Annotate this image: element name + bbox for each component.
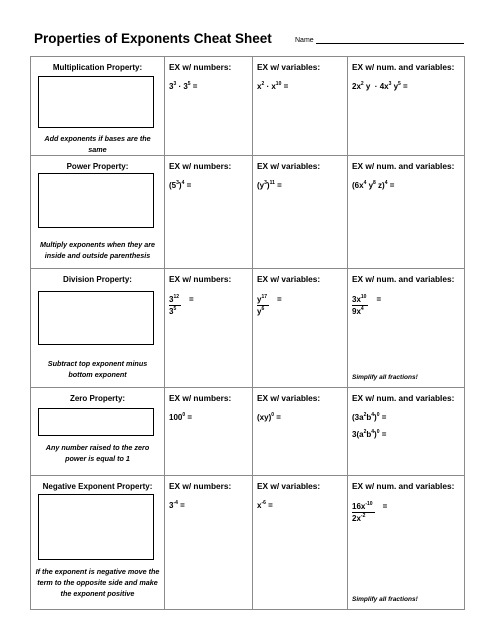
example-variables: $x^{-6}$ = bbox=[257, 500, 273, 510]
both-cell bbox=[348, 476, 465, 610]
notes-box[interactable] bbox=[38, 408, 154, 436]
both-cell bbox=[348, 269, 465, 388]
table-row bbox=[31, 269, 465, 388]
property-cell bbox=[31, 388, 165, 476]
simplify-note: Simplify all fractions! bbox=[352, 596, 418, 603]
variables-header: EX w/ variables: bbox=[257, 274, 321, 284]
numbers-header: EX w/ numbers: bbox=[169, 393, 232, 403]
both-header: EX w/ num. and variables: bbox=[352, 161, 455, 171]
variables-cell bbox=[253, 388, 348, 476]
both-header: EX w/ num. and variables: bbox=[352, 274, 455, 284]
table-row bbox=[31, 388, 465, 476]
variables-cell bbox=[253, 57, 348, 156]
property-cell bbox=[31, 269, 165, 388]
both-header: EX w/ num. and variables: bbox=[352, 481, 455, 491]
property-cell bbox=[31, 57, 165, 156]
example-variables: $\frac{y^{17}}{y^6}$ = bbox=[257, 294, 282, 316]
name-label: Name bbox=[295, 37, 314, 44]
example-both: $\frac{3x^{10}}{9x^4}$ = bbox=[352, 294, 382, 316]
numbers-header: EX w/ numbers: bbox=[169, 481, 232, 491]
property-title: Negative Exponent Property: bbox=[42, 482, 153, 491]
variables-header: EX w/ variables: bbox=[257, 161, 321, 171]
numbers-cell bbox=[165, 57, 253, 156]
page-title: Properties of Exponents Cheat Sheet bbox=[34, 31, 272, 46]
variables-cell bbox=[253, 269, 348, 388]
cheat-sheet-table bbox=[30, 56, 465, 610]
example-numbers: $(5^3)^4$ = bbox=[169, 180, 192, 190]
property-description: If the exponent is negative move the term to the opposite side and make the exponent positive bbox=[35, 567, 160, 598]
example-both-2: $3(a^2b^4)^0$ = bbox=[352, 429, 387, 439]
both-header: EX w/ num. and variables: bbox=[352, 62, 455, 72]
notes-box[interactable] bbox=[38, 494, 154, 560]
property-description: Subtract top exponent minus bottom exponent bbox=[47, 359, 148, 379]
example-variables: $(y^3)^{11}$ = bbox=[257, 180, 282, 190]
table-row bbox=[31, 156, 465, 269]
example-numbers: $3^3 \cdot 3^5$ = bbox=[169, 81, 198, 91]
variables-header: EX w/ variables: bbox=[257, 62, 321, 72]
table-row bbox=[31, 476, 465, 610]
both-cell bbox=[348, 57, 465, 156]
property-description: Multiply exponents when they are inside and outside parenthesis bbox=[39, 240, 156, 260]
property-description: Add exponents if bases are the same bbox=[44, 134, 151, 154]
example-variables: $x^2 \cdot x^{10}$ = bbox=[257, 81, 289, 91]
both-cell bbox=[348, 388, 465, 476]
example-both: $\frac{16x^{-10}}{2x^{-2}}$ = bbox=[352, 501, 388, 523]
both-cell bbox=[348, 156, 465, 269]
property-title: Power Property: bbox=[66, 162, 129, 171]
notes-box[interactable] bbox=[38, 76, 154, 128]
notes-box[interactable] bbox=[38, 291, 154, 345]
property-cell bbox=[31, 476, 165, 610]
both-header: EX w/ num. and variables: bbox=[352, 393, 455, 403]
name-line[interactable] bbox=[316, 35, 464, 44]
numbers-cell bbox=[165, 269, 253, 388]
table-row bbox=[31, 57, 465, 156]
numbers-cell bbox=[165, 476, 253, 610]
numbers-header: EX w/ numbers: bbox=[169, 62, 232, 72]
variables-cell bbox=[253, 476, 348, 610]
example-both: $2x^2$ $y \cdot 4x^3$ $y^5$ = bbox=[352, 81, 408, 91]
numbers-cell bbox=[165, 156, 253, 269]
property-description: Any number raised to the zero power is equal to 1 bbox=[45, 443, 150, 463]
property-title: Zero Property: bbox=[69, 394, 126, 403]
notes-box[interactable] bbox=[38, 173, 154, 228]
example-numbers: $\frac{3^{12}}{3^5}$ = bbox=[169, 294, 194, 316]
numbers-header: EX w/ numbers: bbox=[169, 274, 232, 284]
numbers-cell bbox=[165, 388, 253, 476]
example-variables: (xy)$^0$ = bbox=[257, 412, 281, 422]
simplify-note: Simplify all fractions! bbox=[352, 374, 418, 381]
numbers-header: EX w/ numbers: bbox=[169, 161, 232, 171]
name-field[interactable] bbox=[295, 35, 464, 44]
variables-cell bbox=[253, 156, 348, 269]
variables-header: EX w/ variables: bbox=[257, 481, 321, 491]
example-both: ($6x^4$ $y^8$ z)$^4$ = bbox=[352, 180, 395, 190]
example-numbers: $100^0$ = bbox=[169, 412, 193, 422]
variables-header: EX w/ variables: bbox=[257, 393, 321, 403]
property-title: Division Property: bbox=[63, 275, 132, 284]
property-title: Multiplication Property: bbox=[52, 63, 143, 72]
property-cell bbox=[31, 156, 165, 269]
example-both: $(3a^2b^4)^0$ = bbox=[352, 412, 387, 422]
example-numbers: $3^{-4}$ = bbox=[169, 500, 185, 510]
